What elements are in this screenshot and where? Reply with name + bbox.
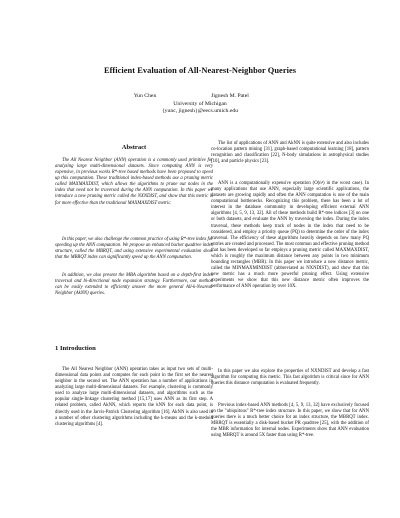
section-heading: 1 Introduction <box>55 345 96 352</box>
abstract-paragraph: The All Nearest Neighbor (ANN) operation is a commonly used primitive for analyzing large multi-dimensional datasets. Since computing ANN is very expensive, in previous works R*-tree based methods have been proposed to speed up this computation. These traditional index-based methods use a pruning metric called MAXMAXDIST, which allows the algorithms to prune out nodes in the index that need not be traversed during the ANN computation. In this paper we introduce a new pruning metric called the NXNDIST, and show that this metric is far more effective than the traditional MAXMAXDIST metric. <box>55 158 213 206</box>
body-paragraph: The list of applications of ANN and AkNN is quite extensive and also includes co-location pattern mining [31], graph-based computational learning [18], pattern recognition and classification [22], N-body simulations in astrophysical studies [10], and particle physics [23]. <box>211 141 369 165</box>
body-paragraph: In this paper we also explore the properties of NXNDIST and develop a fast algorithm for computing this metric. This fast algorithm is critical since for ANN queries this distance computation is evaluated frequently. <box>211 369 369 387</box>
body-paragraph: ANN is a computationally expensive operation (O(n²) in the worst case). In many applications that use ANN, especially large scientific applications, the datasets are growing rapidly and often the ANN computation is one of the main computational bottlenecks. Recognizing this problem, there has been a lot of interest in the database community in developing efficient external ANN algorithms [4, 5, 9, 13, 32]. All of these methods build R*-tree indices [3] on one or both datasets, and evaluate the ANN by traversing the index. During the index traversal, these methods keep track of nodes in the index that need to be considered, and employ a priority queue (PQ) to determine the order of the index traversal. The efficiency of these algorithms heavily depends on how many PQ entries are created and processed. The most common and effective pruning method that has been developed so far employs a pruning metric called MAXMAXDIST, which is roughly the maximum distance between any points in two minimum bounding rectangles (MBR). In this paper we introduce a new distance metric, called the MINMAXMINDIST (abbreviated as NXNDIST), and show that this new metric has a much more powerful pruning effect. Using extensive experiments we show that this new distance metric often improves the performance of ANN operation by over 10X. <box>211 181 369 290</box>
paper-title: Efficient Evaluation of All-Nearest-Neighbor Queries <box>103 66 297 75</box>
author-email: {yunc, jignesh}@eecs.umich.edu <box>161 108 239 115</box>
body-paragraph: Previous index-based ANN methods [4, 5, 9, 13, 32] have exclusively focused on the "ubiquitous" R*-tree index structure. In this paper, we show that for ANN queries there is a much better choice for an index structure, the MBRQT index. MBRQT is essentially a disk-based bucket PR quadtree [25], with the addition of the MBR information for internal nodes. Experiments show that ANN evaluation using MBRQT is around 5X faster than using R*-tree. <box>211 403 369 439</box>
abstract-paragraph: In this paper, we also challenge the common practice of using R*-tree index for speeding up the ANN computation. We propose an enhanced bucket quadtree index structure, called the MBRQT, and using extensive experimental evaluation show that the MBRQT index can significantly speed up the ANN computation. <box>55 237 214 261</box>
author-name: Yun Chen <box>133 93 157 99</box>
affiliation: University of Michigan <box>173 100 227 107</box>
author-name: Jignesh M. Patel <box>211 93 249 99</box>
abstract-paragraph: In addition, we also present the MBA algorithm based on a depth-first index traversal and bi-directional node expansion strategy. Furthermore, our method can be easily extended to efficiently answer the more general All-k-Nearest-Neighbor (AkNN) queries. <box>55 273 213 297</box>
abstract-heading: Abstract <box>121 144 147 151</box>
affiliation-block <box>100 101 300 116</box>
intro-paragraph: The All Nearest Neighbor (ANN) operation takes as input two sets of multi-dimensional data points and computes for each point in the first set the nearest neighbor in the second set. The ANN operation has a number of applications in analyzing large multi-dimensional datasets. For example, clustering is commonly used to analyze large multi-dimensional datasets, and algorithms such as the popular single-linkage clustering method [15,17] uses ANN as its first step. A related problem, called AkNN, which reports the kNN for each data point, is directly used in the Jarvis-Patrick Clustering algorithm [16]. AkNN is also used in a number of other clustering algorithms including the k-means and the k-medoid clustering algorithms [4]. <box>55 367 213 427</box>
